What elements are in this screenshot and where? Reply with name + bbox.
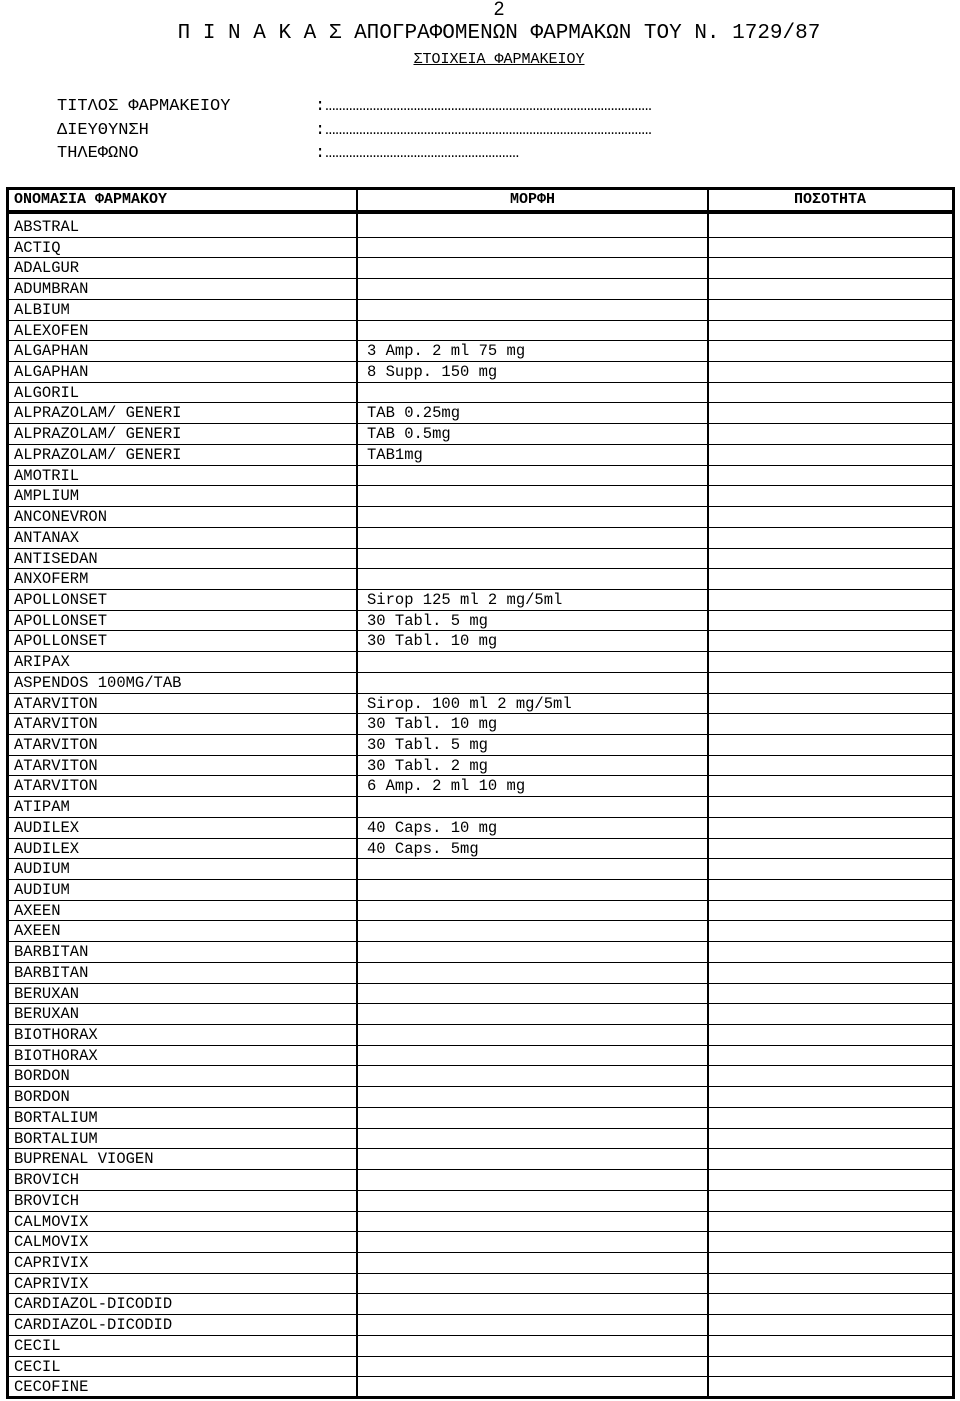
page-subtitle (0, 51, 960, 69)
table-row (9, 694, 952, 715)
medicine-form-cell: Sirop 125 ml 2 mg/5ml (367, 590, 563, 609)
table-row (9, 1232, 952, 1253)
table-row (9, 1315, 952, 1336)
table-row (9, 1212, 952, 1233)
medicine-form-cell: 30 Tabl. 5 mg (367, 611, 488, 630)
medicine-name-cell: CALMOVIX (14, 1212, 89, 1231)
table-row (9, 1170, 952, 1191)
table-row (9, 673, 952, 694)
table-row (9, 942, 952, 963)
pharmacy-address-row (57, 121, 652, 141)
table-row (9, 652, 952, 673)
medicine-name-cell: CAPRIVIX (14, 1274, 89, 1293)
pharmacy-phone-label: ΤΗΛΕΦΩΝΟ (57, 144, 139, 163)
medicine-form-cell: 30 Tabl. 10 mg (367, 715, 498, 734)
medicine-name-cell: AMPLIUM (14, 487, 80, 506)
table-row (9, 569, 952, 590)
medicine-name-cell: ADUMBRAN (14, 280, 89, 299)
medicine-form-cell: TAB 0.25mg (367, 404, 461, 423)
medicine-form-cell: 30 Tabl. 5 mg (367, 735, 488, 754)
medicine-form-cell: Sirop. 100 ml 2 mg/5ml (367, 694, 572, 713)
table-row (9, 611, 952, 632)
table-row (9, 279, 952, 300)
pharmacy-address-label: ΔΙΕΥΘΥΝΣΗ (57, 121, 149, 140)
table-row (9, 1149, 952, 1170)
table-row (9, 1087, 952, 1108)
table-row (9, 818, 952, 839)
table-row (9, 1129, 952, 1150)
medicine-name-cell: BIOTHORAX (14, 1046, 98, 1065)
table-row (9, 797, 952, 818)
medicine-name-cell: BIOTHORAX (14, 1026, 98, 1045)
table-row (9, 776, 952, 797)
medicine-name-cell: BORDON (14, 1088, 70, 1107)
medicine-name-cell: BORDON (14, 1067, 70, 1086)
medicine-name-cell: BORTALIUM (14, 1108, 98, 1127)
medicine-form-cell: TAB1mg (367, 445, 423, 464)
medicine-form-cell: 40 Caps. 5mg (367, 839, 479, 858)
table-row (9, 341, 952, 362)
medicine-name-cell: ANXOFERM (14, 570, 89, 589)
medicine-name-cell: ANTISEDAN (14, 549, 98, 568)
medicine-name-cell: AXEEN (14, 922, 61, 941)
table-row (9, 1191, 952, 1212)
table-row (9, 880, 952, 901)
medicine-name-cell: BERUXAN (14, 984, 80, 1003)
medicine-name-cell: BROVICH (14, 1191, 80, 1210)
table-row (9, 1336, 952, 1357)
pharmacy-title-row (57, 97, 652, 117)
medicine-name-cell: ATARVITON (14, 694, 98, 713)
pharmacy-phone-row (57, 144, 519, 164)
table-row (9, 735, 952, 756)
pharmacy-phone-field: :………………………………………………… (315, 144, 520, 163)
table-row (9, 258, 952, 279)
medicine-name-cell: ARIPAX (14, 653, 70, 672)
table-row (9, 424, 952, 445)
table-row (9, 590, 952, 611)
medicine-form-cell: 6 Amp. 2 ml 10 mg (367, 777, 526, 796)
table-row (9, 839, 952, 860)
medicine-name-cell: CECIL (14, 1336, 61, 1355)
medicine-name-cell: AUDIUM (14, 881, 70, 899)
medicine-name-cell: CALMOVIX (14, 1233, 89, 1252)
table-row (9, 362, 952, 383)
medicine-name-cell: ANTANAX (14, 528, 80, 547)
medicine-form-cell: 30 Tabl. 2 mg (367, 756, 488, 775)
medicine-name-cell: ADALGUR (14, 259, 80, 278)
medicine-name-cell: CECOFINE (14, 1378, 89, 1397)
medicine-name-cell: ALGAPHAN (14, 363, 89, 382)
header-rule (6, 210, 955, 214)
table-row (9, 383, 952, 404)
medicine-name-cell: ALEXOFEN (14, 321, 89, 340)
medicine-name-cell: ALGORIL (14, 383, 80, 402)
medicine-name-cell: ATARVITON (14, 735, 98, 754)
table-row (9, 714, 952, 735)
table-row (9, 1046, 952, 1067)
medicine-name-cell: CARDIAZOL-DICODID (14, 1295, 173, 1314)
medicine-name-cell: APOLLONSET (14, 611, 108, 630)
medicine-name-cell: AUDILEX (14, 839, 80, 858)
table-row (9, 756, 952, 777)
table-row (9, 321, 952, 342)
table-row (9, 403, 952, 424)
pharmacy-title-field: :…………………………………………………………………………………… (315, 97, 652, 116)
medicine-name-cell: ACTIQ (14, 238, 61, 257)
medicine-name-cell: ABSTRAL (14, 218, 80, 236)
page-number: 2 (493, 0, 505, 20)
medicine-form-cell: TAB 0.5mg (367, 425, 451, 444)
medicine-name-cell: BARBITAN (14, 943, 89, 962)
table-row (9, 1253, 952, 1274)
medicine-name-cell: AUDIUM (14, 860, 70, 879)
table-row (9, 549, 952, 570)
column-header-name: ΟΝΟΜΑΣΙΑ ΦΑΡΜΑΚΟΥ (14, 191, 168, 208)
medicine-name-cell: BROVICH (14, 1171, 80, 1190)
table-row (9, 217, 952, 238)
table-row (9, 1025, 952, 1046)
medicine-form-cell: 3 Amp. 2 ml 75 mg (367, 342, 526, 361)
medicine-name-cell: ALPRAZOLAM/ GENERI (14, 445, 182, 464)
table-row (9, 984, 952, 1005)
medicine-name-cell: ATARVITON (14, 756, 98, 775)
medicine-name-cell: ASPENDOS 100MG/TAB (14, 673, 182, 692)
table-body (9, 217, 952, 1398)
table-row (9, 1274, 952, 1295)
medicine-name-cell: APOLLONSET (14, 590, 108, 609)
medicine-name-cell: ALBIUM (14, 300, 70, 319)
medicine-name-cell: ALPRAZOLAM/ GENERI (14, 425, 182, 444)
medicine-name-cell: AXEEN (14, 901, 61, 920)
table-row (9, 921, 952, 942)
table-row (9, 963, 952, 984)
table-row (9, 445, 952, 466)
medicine-name-cell: BUPRENAL VIOGEN (14, 1150, 154, 1169)
page-subtitle-text: ΣΤΟΙΧΕΙΑ ΦΑΡΜΑΚΕΙΟΥ (413, 51, 585, 68)
table-row (9, 1066, 952, 1087)
column-header-quantity: ΠΟΣΟΤΗΤΑ (793, 191, 866, 208)
table-row (9, 859, 952, 880)
medicine-name-cell: BARBITAN (14, 963, 89, 982)
medicine-name-cell: ATARVITON (14, 777, 98, 796)
medicine-name-cell: CARDIAZOL-DICODID (14, 1316, 173, 1335)
medicine-name-cell: ATARVITON (14, 715, 98, 734)
medicine-name-cell: AUDILEX (14, 818, 80, 837)
medicine-name-cell: ALPRAZOLAM/ GENERI (14, 404, 182, 423)
medicine-form-cell: 30 Tabl. 10 mg (367, 632, 498, 651)
table-row (9, 1004, 952, 1025)
table-row (9, 507, 952, 528)
table-row (9, 466, 952, 487)
table-row (9, 1108, 952, 1129)
table-row (9, 631, 952, 652)
medicine-name-cell: BORTALIUM (14, 1129, 98, 1148)
pharmacy-title-label: ΤΙΤΛΟΣ ΦΑΡΜΑΚΕΙΟΥ (57, 97, 231, 116)
table-row (9, 528, 952, 549)
table-row (9, 300, 952, 321)
medicine-name-cell: CAPRIVIX (14, 1253, 89, 1272)
medicine-form-cell: 8 Supp. 150 mg (367, 363, 498, 382)
medicine-name-cell: APOLLONSET (14, 632, 108, 651)
column-header-form: ΜΟΡΦΗ (509, 191, 555, 208)
table-row (9, 486, 952, 507)
medicine-name-cell: ALGAPHAN (14, 342, 89, 361)
table-row (9, 1357, 952, 1378)
medicine-form-cell: 40 Caps. 10 mg (367, 818, 498, 837)
table-row (9, 901, 952, 922)
page-title: Π Ι Ν Α Κ Α Σ ΑΠΟΓΡΑΦΟΜΕΝΩΝ ΦΑΡΜΑΚΩΝ ΤΟΥ Ν. 1729/87 (177, 22, 821, 45)
table-row (9, 238, 952, 259)
table-row (9, 1377, 952, 1398)
medicine-name-cell: ATIPAM (14, 798, 70, 817)
medicine-name-cell: ANCONEVRON (14, 508, 108, 527)
table-row (9, 1294, 952, 1315)
medicine-name-cell: AMOTRIL (14, 466, 80, 485)
medicine-name-cell: CECIL (14, 1357, 61, 1376)
pharmacy-address-field: :…………………………………………………………………………………… (315, 121, 652, 140)
medicine-name-cell: BERUXAN (14, 1005, 80, 1024)
